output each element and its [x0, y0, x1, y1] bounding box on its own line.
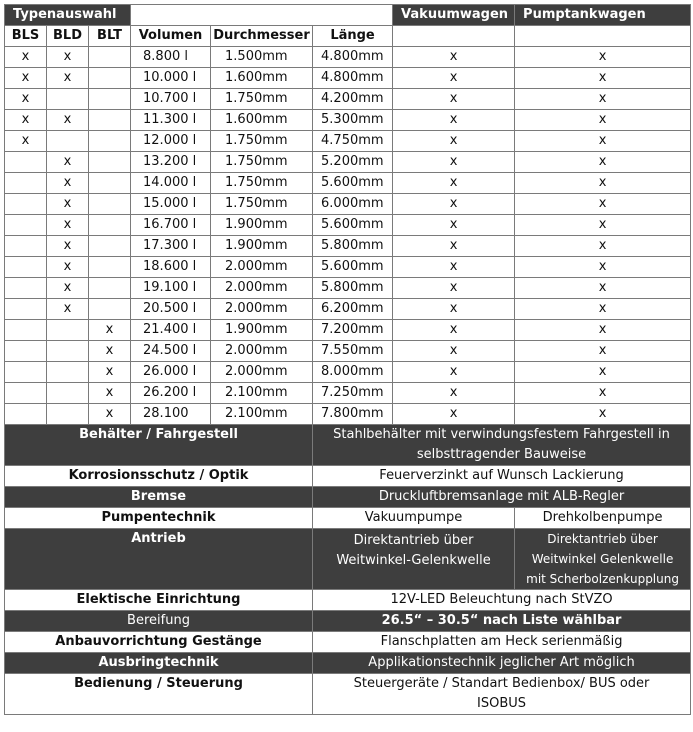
bld-mark: x [47, 236, 89, 257]
volumen-cell: 19.100 l [131, 278, 211, 299]
model-row [5, 68, 691, 89]
durchmesser-cell: 2.000mm [211, 341, 313, 362]
laenge-cell: 5.200mm [313, 152, 393, 173]
bls-mark: x [5, 68, 47, 89]
bls-mark [5, 152, 47, 173]
vakuum-mark: x [393, 173, 515, 194]
blt-mark [89, 47, 131, 68]
col-header-laenge: Länge [313, 26, 393, 47]
feature-value-pumptank: Direktantrieb über Weitwinkel Gelenkwelle mit Scherbolzenkupplung [515, 529, 691, 590]
model-row [5, 341, 691, 362]
model-row [5, 362, 691, 383]
pumptank-mark: x [515, 173, 691, 194]
laenge-cell: 6.000mm [313, 194, 393, 215]
feature-row-bedienung [5, 674, 691, 715]
pumptankwagen-header: Pumptankwagen [515, 5, 691, 26]
feature-label: Anbauvorrichtung Gestänge [5, 632, 313, 653]
bls-mark: x [5, 47, 47, 68]
pumptank-mark: x [515, 131, 691, 152]
laenge-cell: 4.800mm [313, 47, 393, 68]
vakuum-mark: x [393, 278, 515, 299]
col-header-vakuum-blank [393, 26, 515, 47]
feature-row-korrosion [5, 466, 691, 487]
volumen-cell: 15.000 l [131, 194, 211, 215]
volumen-cell: 20.500 l [131, 299, 211, 320]
volumen-cell: 28.100 [131, 404, 211, 425]
durchmesser-cell: 1.900mm [211, 320, 313, 341]
feature-value: Steuergeräte / Standart Bedienbox/ BUS oder ISOBUS [313, 674, 691, 715]
bls-mark [5, 383, 47, 404]
feature-row-pumpentechnik [5, 508, 691, 529]
feature-label: Bremse [5, 487, 313, 508]
col-header-volumen: Volumen [131, 26, 211, 47]
blt-mark: x [89, 341, 131, 362]
pumptank-mark: x [515, 110, 691, 131]
model-table [4, 4, 691, 715]
durchmesser-cell: 2.000mm [211, 362, 313, 383]
laenge-cell: 5.800mm [313, 236, 393, 257]
volumen-cell: 26.000 l [131, 362, 211, 383]
bls-mark [5, 362, 47, 383]
bls-mark [5, 404, 47, 425]
durchmesser-cell: 1.750mm [211, 152, 313, 173]
volumen-cell: 10.000 l [131, 68, 211, 89]
bls-mark [5, 194, 47, 215]
bls-mark: x [5, 89, 47, 110]
laenge-cell: 5.600mm [313, 215, 393, 236]
laenge-cell: 5.300mm [313, 110, 393, 131]
pumptank-mark: x [515, 215, 691, 236]
durchmesser-cell: 1.750mm [211, 173, 313, 194]
pumptank-mark: x [515, 257, 691, 278]
durchmesser-cell: 1.750mm [211, 89, 313, 110]
bld-mark: x [47, 110, 89, 131]
laenge-cell: 8.000mm [313, 362, 393, 383]
feature-label: Pumpentechnik [5, 508, 313, 529]
blt-mark [89, 236, 131, 257]
bld-mark: x [47, 68, 89, 89]
laenge-cell: 5.600mm [313, 257, 393, 278]
pumptank-mark: x [515, 68, 691, 89]
blt-mark [89, 278, 131, 299]
vakuumwagen-header: Vakuumwagen [393, 5, 515, 26]
feature-value: Stahlbehälter mit verwindungsfestem Fahrgestell in selbsttragender Bauweise [313, 425, 691, 466]
blt-mark [89, 131, 131, 152]
feature-value: 12V-LED Beleuchtung nach StVZO [313, 590, 691, 611]
volumen-cell: 17.300 l [131, 236, 211, 257]
pumptank-mark: x [515, 341, 691, 362]
volumen-cell: 12.000 l [131, 131, 211, 152]
volumen-cell: 8.800 l [131, 47, 211, 68]
model-row [5, 404, 691, 425]
pumptank-mark: x [515, 362, 691, 383]
laenge-cell: 5.800mm [313, 278, 393, 299]
pumptank-mark: x [515, 89, 691, 110]
bls-mark [5, 278, 47, 299]
vakuum-mark: x [393, 110, 515, 131]
bls-mark [5, 320, 47, 341]
vakuum-mark: x [393, 341, 515, 362]
pumptank-mark: x [515, 299, 691, 320]
feature-value: Applikationstechnik jeglicher Art möglich [313, 653, 691, 674]
vakuum-mark: x [393, 383, 515, 404]
volumen-cell: 16.700 l [131, 215, 211, 236]
col-header-blt: BLT [89, 26, 131, 47]
blt-mark [89, 152, 131, 173]
vakuum-mark: x [393, 362, 515, 383]
model-row [5, 131, 691, 152]
laenge-cell: 4.750mm [313, 131, 393, 152]
vakuum-mark: x [393, 299, 515, 320]
feature-value: Feuerverzinkt auf Wunsch Lackierung [313, 466, 691, 487]
feature-label: Bereifung [5, 611, 313, 632]
feature-label: Bedienung / Steuerung [5, 674, 313, 715]
vakuum-mark: x [393, 68, 515, 89]
laenge-cell: 4.200mm [313, 89, 393, 110]
feature-label: Behälter / Fahrgestell [5, 425, 313, 466]
model-row [5, 47, 691, 68]
blt-mark [89, 194, 131, 215]
feature-row-bremse [5, 487, 691, 508]
pumptank-mark: x [515, 320, 691, 341]
bld-mark: x [47, 257, 89, 278]
vakuum-mark: x [393, 236, 515, 257]
laenge-cell: 7.250mm [313, 383, 393, 404]
volumen-cell: 24.500 l [131, 341, 211, 362]
model-row [5, 383, 691, 404]
volumen-cell: 10.700 l [131, 89, 211, 110]
durchmesser-cell: 2.100mm [211, 404, 313, 425]
durchmesser-cell: 1.750mm [211, 131, 313, 152]
feature-row-ausbring [5, 653, 691, 674]
blt-mark [89, 299, 131, 320]
bld-mark [47, 362, 89, 383]
bld-mark [47, 404, 89, 425]
blt-mark: x [89, 383, 131, 404]
durchmesser-cell: 1.500mm [211, 47, 313, 68]
bls-mark [5, 299, 47, 320]
feature-label: Korrosionsschutz / Optik [5, 466, 313, 487]
pumptank-mark: x [515, 383, 691, 404]
vakuum-mark: x [393, 194, 515, 215]
bls-mark [5, 257, 47, 278]
laenge-cell: 4.800mm [313, 68, 393, 89]
bls-mark [5, 215, 47, 236]
group-header-row [5, 5, 691, 26]
model-row [5, 89, 691, 110]
pumptank-mark: x [515, 152, 691, 173]
volumen-cell: 26.200 l [131, 383, 211, 404]
feature-row-bereifung [5, 611, 691, 632]
blt-mark [89, 89, 131, 110]
volumen-cell: 14.000 l [131, 173, 211, 194]
bld-mark: x [47, 173, 89, 194]
bls-mark [5, 236, 47, 257]
bls-mark [5, 173, 47, 194]
pumptank-mark: x [515, 47, 691, 68]
volumen-cell: 11.300 l [131, 110, 211, 131]
feature-value: 26.5“ – 30.5“ nach Liste wählbar [313, 611, 691, 632]
feature-value: Druckluftbremsanlage mit ALB-Regler [313, 487, 691, 508]
feature-row-antrieb [5, 529, 691, 590]
col-header-pumptank-blank [515, 26, 691, 47]
bld-mark [47, 131, 89, 152]
laenge-cell: 7.800mm [313, 404, 393, 425]
durchmesser-cell: 2.100mm [211, 383, 313, 404]
volumen-cell: 18.600 l [131, 257, 211, 278]
col-header-bld: BLD [47, 26, 89, 47]
feature-value: Flanschplatten am Heck serienmäßig [313, 632, 691, 653]
pumptank-mark: x [515, 404, 691, 425]
feature-value-pumptank: Drehkolbenpumpe [515, 508, 691, 529]
volumen-cell: 21.400 l [131, 320, 211, 341]
bld-mark [47, 383, 89, 404]
laenge-cell: 7.550mm [313, 341, 393, 362]
laenge-cell: 7.200mm [313, 320, 393, 341]
durchmesser-cell: 1.900mm [211, 236, 313, 257]
blt-mark [89, 68, 131, 89]
volumen-cell: 13.200 l [131, 152, 211, 173]
feature-label: Ausbringtechnik [5, 653, 313, 674]
laenge-cell: 5.600mm [313, 173, 393, 194]
blt-mark [89, 110, 131, 131]
model-row [5, 257, 691, 278]
bls-mark: x [5, 110, 47, 131]
bld-mark: x [47, 47, 89, 68]
blt-mark [89, 257, 131, 278]
durchmesser-cell: 2.000mm [211, 299, 313, 320]
durchmesser-cell: 1.600mm [211, 110, 313, 131]
laenge-cell: 6.200mm [313, 299, 393, 320]
vakuum-mark: x [393, 131, 515, 152]
feature-label: Elektische Einrichtung [5, 590, 313, 611]
feature-row-anbau [5, 632, 691, 653]
blank-header-cell [131, 5, 393, 26]
feature-row-behaelter [5, 425, 691, 466]
durchmesser-cell: 2.000mm [211, 257, 313, 278]
blt-mark [89, 215, 131, 236]
blt-mark: x [89, 404, 131, 425]
bld-mark [47, 320, 89, 341]
durchmesser-cell: 1.900mm [211, 215, 313, 236]
durchmesser-cell: 2.000mm [211, 278, 313, 299]
pumptank-mark: x [515, 278, 691, 299]
typenauswahl-header: Typenauswahl [5, 5, 131, 26]
vakuum-mark: x [393, 89, 515, 110]
model-row [5, 110, 691, 131]
model-row [5, 299, 691, 320]
model-row [5, 278, 691, 299]
bls-mark: x [5, 131, 47, 152]
durchmesser-cell: 1.600mm [211, 68, 313, 89]
vakuum-mark: x [393, 47, 515, 68]
vakuum-mark: x [393, 404, 515, 425]
bls-mark [5, 341, 47, 362]
bld-mark: x [47, 194, 89, 215]
model-row [5, 194, 691, 215]
model-row [5, 215, 691, 236]
durchmesser-cell: 1.750mm [211, 194, 313, 215]
bld-mark [47, 89, 89, 110]
vakuum-mark: x [393, 257, 515, 278]
feature-value-vakuum: Vakuumpumpe [313, 508, 515, 529]
blt-mark: x [89, 320, 131, 341]
bld-mark: x [47, 299, 89, 320]
model-row [5, 173, 691, 194]
model-row [5, 320, 691, 341]
pumptank-mark: x [515, 236, 691, 257]
feature-label: Antrieb [5, 529, 313, 590]
feature-row-elektrik [5, 590, 691, 611]
column-header-row [5, 26, 691, 47]
model-row [5, 152, 691, 173]
col-header-bls: BLS [5, 26, 47, 47]
spec-sheet [4, 4, 691, 715]
vakuum-mark: x [393, 152, 515, 173]
bld-mark [47, 341, 89, 362]
col-header-durchmesser: Durchmesser [211, 26, 313, 47]
vakuum-mark: x [393, 320, 515, 341]
blt-mark [89, 173, 131, 194]
bld-mark: x [47, 278, 89, 299]
bld-mark: x [47, 152, 89, 173]
blt-mark: x [89, 362, 131, 383]
model-row [5, 236, 691, 257]
pumptank-mark: x [515, 194, 691, 215]
vakuum-mark: x [393, 215, 515, 236]
bld-mark: x [47, 215, 89, 236]
feature-value-vakuum: Direktantrieb über Weitwinkel-Gelenkwelle [313, 529, 515, 590]
